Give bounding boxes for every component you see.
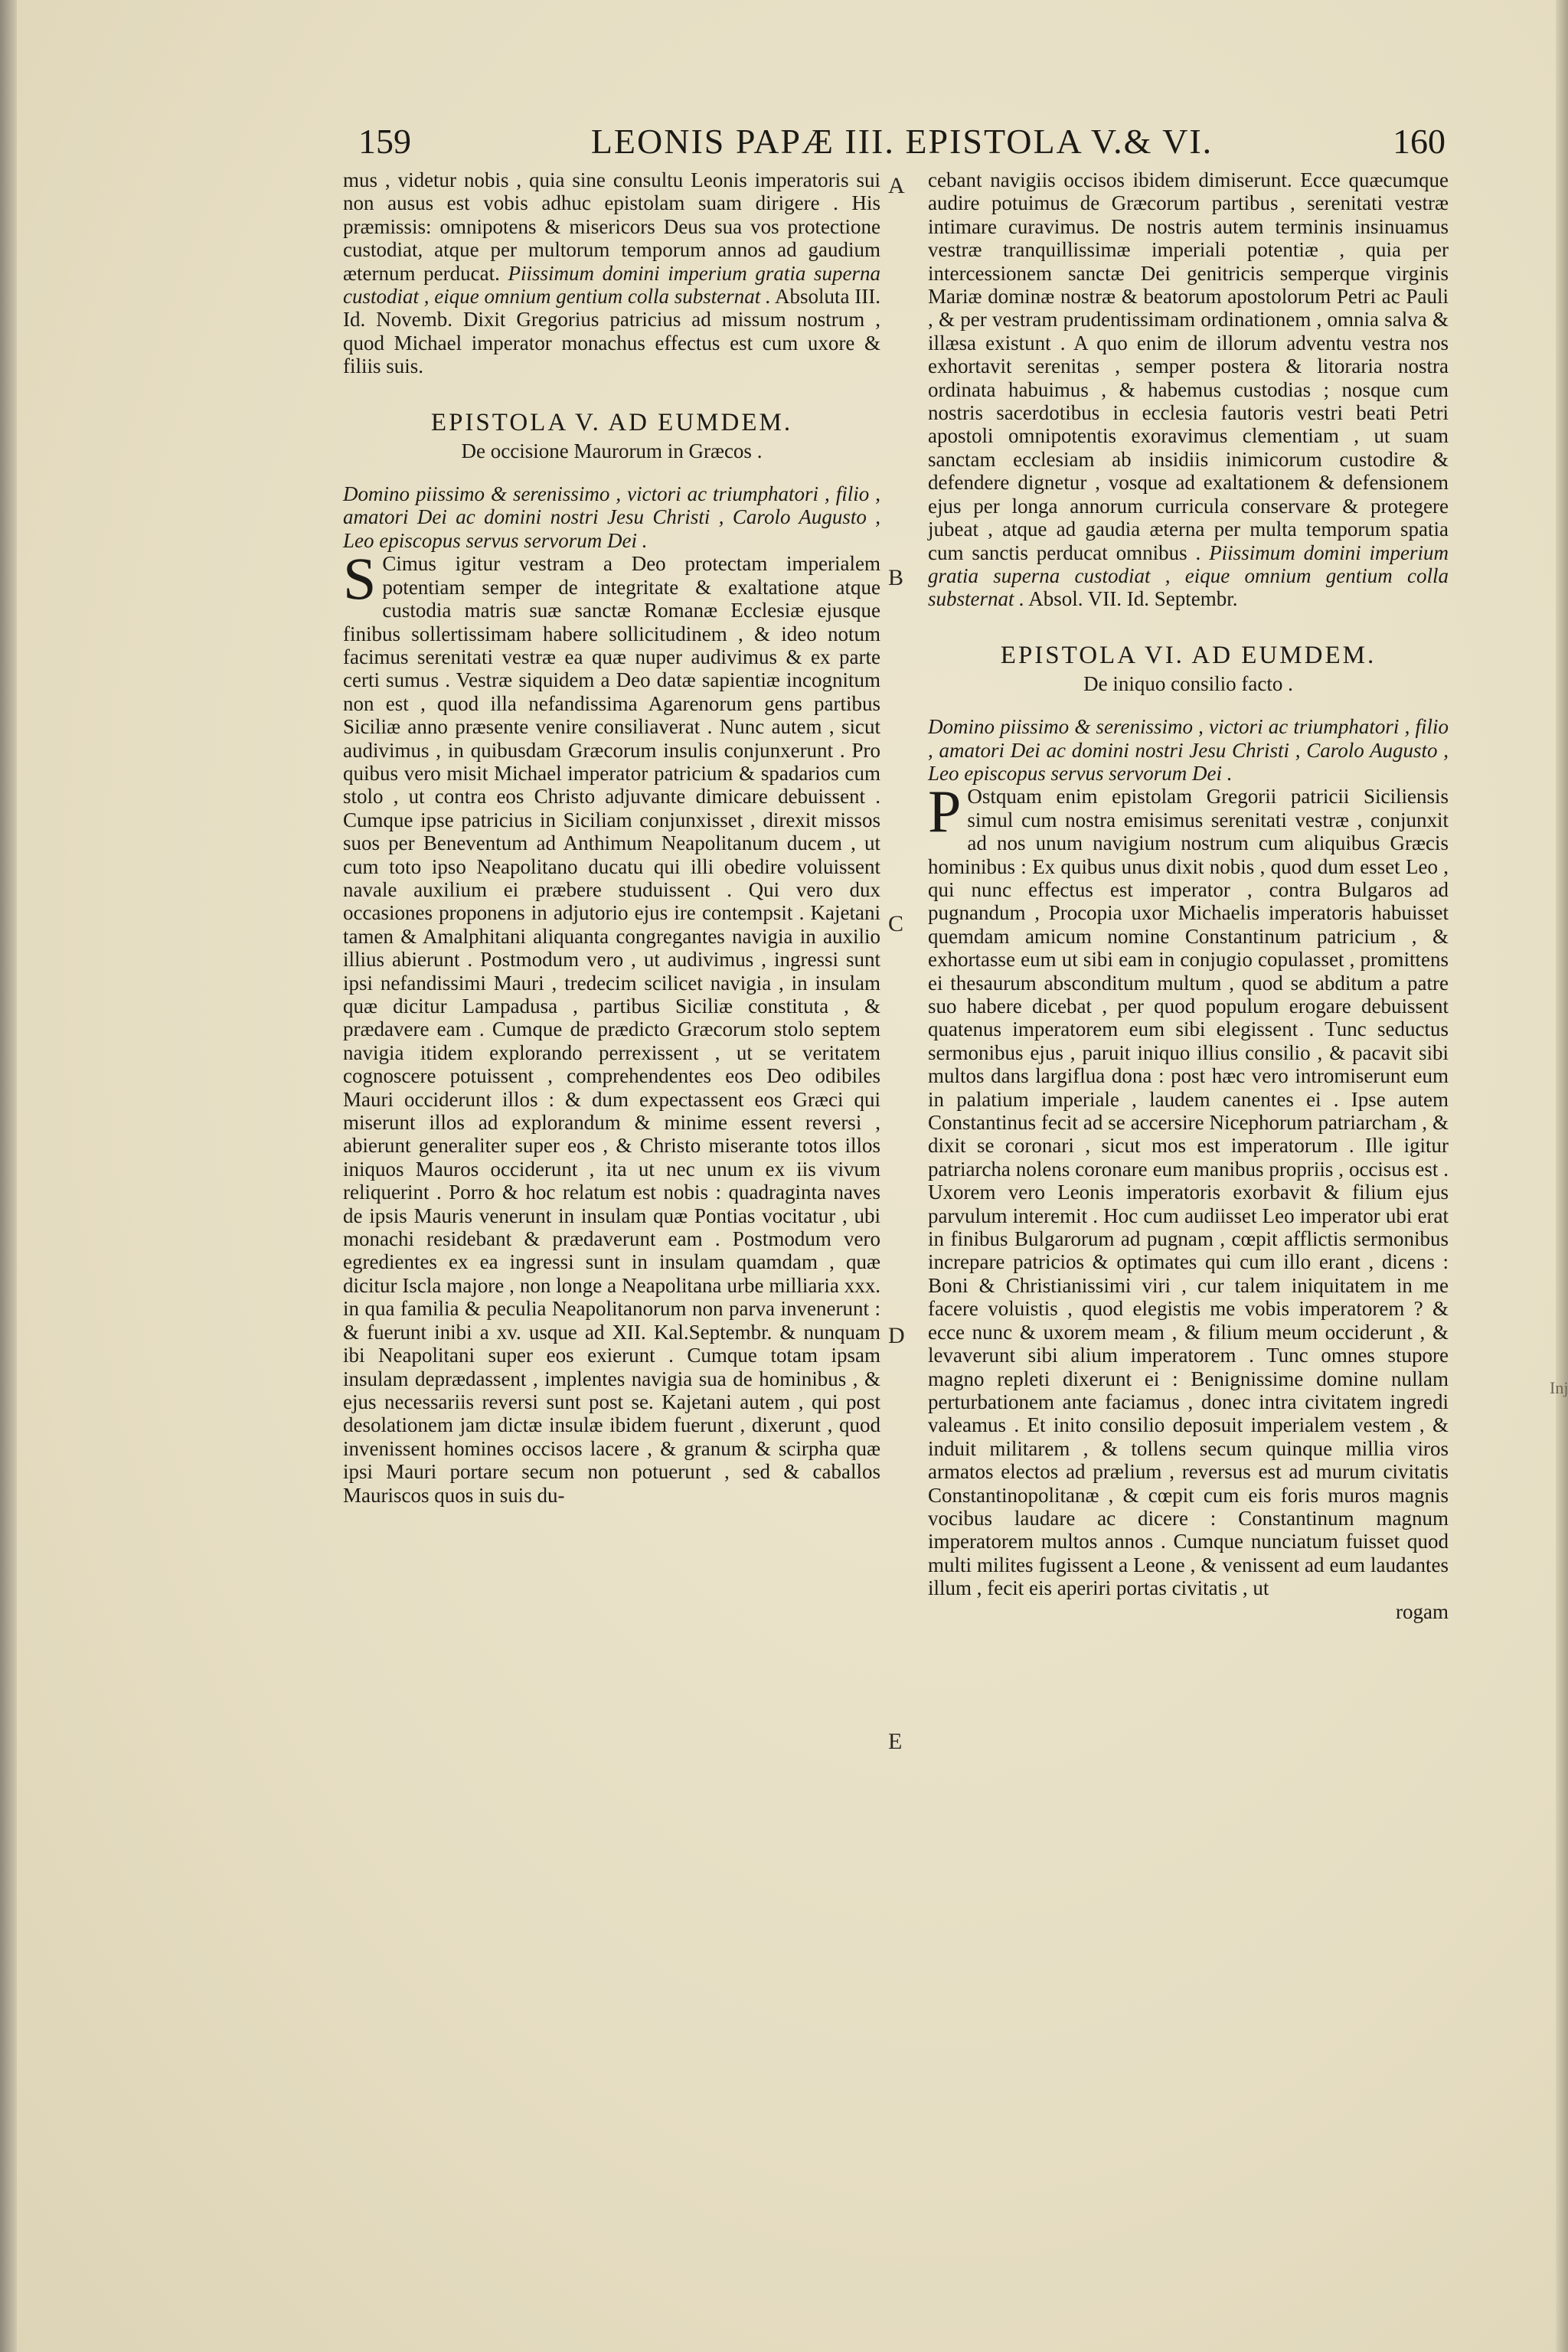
left-intro: [343, 168, 880, 378]
catchword-line: [928, 1600, 1449, 1623]
right-continuation-italic: Piissimum domini imperium gratia superna custodiat , eique omnium gentium colla substernat .: [928, 541, 1449, 611]
right-continuation-text: cebant navigiis occisos ibidem dimiserunt. Ecce quæcumque audire potuimus de Græcorum partibus , serenitati vestræ intimare curavimus. De nostris autem terminis insinuamus vestræ tranquillissimæ imperiali potentiæ , quia per intercessionem sanctæ Dei genitricis semperque virginis Mariæ dominæ nostræ & beatorum apostolorum Petri ac Pauli , & per vestram prudentissimam ordinationem , omnia salva & illæsa existunt . A quo enim de illorum adventu vestra nos exhortavit serenitas , semper postera & litoraria nostra ordinata habuimus , & habemus custodias ; nosque cum nostris sacerdotibus in ecclesia fautoris vestri beati Petri apostoli omnipotentis exoravimus clementiam , ut suam sanctam ecclesiam ab insidiis inimicorum custodire & defendere dignetur , vosque ad exaltationem & defensionem ejus per longa annorum curricula conservare & protegere jubeat , atque ad gaudia æterna per multa temporum spatia cum sanctis perducat omnibus .: [928, 168, 1449, 564]
page-number-right: 160: [1393, 122, 1446, 161]
running-header: [358, 121, 1446, 167]
page-number-left: 159: [358, 122, 411, 161]
left-intro-text: mus , videtur nobis , quia sine consultu Leonis imperatoris sui non ausus est vobis adhuc epistolam suam dirigere . His præmissis: omnipotens & misericors Deus sua vos protectione custodiat, atque per multorum temporum annos ad gaudium æternum perducat.: [343, 168, 880, 285]
epistola-v-address: Domino piissimo & serenissimo , victori ac triumphatori , filio , amatori Dei ac domini nostri Jesu Christi , Carolo Augusto , Leo episcopus servus servorum Dei .: [343, 482, 880, 552]
epistola-v-subheading: De occisione Maurorum in Græcos .: [461, 439, 763, 462]
margin-marker-c: C: [888, 911, 904, 936]
margin-marker-e: E: [888, 1729, 903, 1754]
left-column: [343, 168, 880, 1507]
running-title: LEONIS PAPÆ III. EPISTOLA V.& VI.: [590, 122, 1214, 161]
margin-marker-b: B: [888, 565, 904, 590]
epistola-vi-heading: EPISTOLA VI. AD EUMDEM.: [1000, 641, 1377, 669]
margin-marker-a: A: [888, 173, 905, 198]
epistola-vi-body: [928, 778, 1449, 1600]
margin-bleed-through: Inj: [1550, 1378, 1568, 1397]
epistola-vi-subheading: De iniquo consilio facto .: [1083, 671, 1293, 695]
left-intro-tail: Absoluta III. Id. Novemb. Dixit Gregorius patricius ad missum nostrum , quod Michael imperator monachus effectus est cum uxore & filiis suis.: [343, 285, 881, 378]
epistola-v-dropcap: S: [343, 545, 377, 612]
right-continuation: [928, 168, 1449, 611]
epistola-v-body: [343, 545, 880, 1507]
margin-marker-d: D: [888, 1323, 905, 1348]
epistola-v-heading: EPISTOLA V. AD EUMDEM.: [430, 408, 793, 436]
left-intro-italic: Piissimum domini imperium gratia superna custodiat , eique omnium gentium colla substernat .: [343, 261, 881, 309]
catchword: rogam: [1396, 1599, 1449, 1623]
epistola-vi-body-text: Ostquam enim epistolam Gregorii patricii Siciliensis simul cum nostra emisimus serenitati vestræ , conjunxit ad nos unum navigium nostrum cum aliquibus Græcis hominibus : Ex quibus unus dixit nobis , quod dum esset Leo , qui nunc effectus est imperator , contra Bulgaros ad pugnandum , Procopia uxor Michaelis imperatoris habuisset quemdam amicum nomine Constantinum patricium , & exhortasse eum ut sibi eam in conjugio copulasset , promittens ei thesaurum absconditum multum , quod se abditum a patre suo habere dicebat , per quod populum erogare debuissent quatenus imperatorem eum sibi elegissent . Tunc seductus sermonibus ejus , paruit iniquo illius consilio , & pacavit sibi multos dans largiflua dona : post hæc vero intromiserunt eum in palatium imperiale , laudem canentes ei . Ipse autem Constantinus fecit ad se accersire Nicephorum patriarcham , & dixit se coronari , sicut mos est imperatorum . Ille igitur patriarcha nolens coronare eum manibus propriis , occisus est . Uxorem vero Leonis imperatoris exorbavit & filium ejus parvulum interemit . Hoc cum audiisset Leo imperator ubi erat in finibus Bulgarorum ad pugnam , cœpit afflictis sermonibus increpare patricios & optimates qui cum illo erant , dicens : Boni & Christianissimi viri , cur talem iniquitatem in me facere voluistis , quod elegistis me vobis imperatorem ? & ecce nunc & uxorem meam , & filium meum occiderunt , & levaverunt sibi alium imperatorem . Tunc omnes stupore magno repleti dixerunt ei : Benignissime domine nullam perturbationem ante faciamus , donec intra civitatem ingredi valeamus . Et inito consilio deposuit imperialem vestem , & induit militarem , & tollens secum quinque millia viros armatos electos ad prælium , reversus est ad murum civitatis Constantinopolitanæ , & cœpit cum eis foris muros magnis vocibus laudare ac dicere : Constantinum magnum imperatorem multos annos . Cumque nunciatum fuisset quod multi milites fugissent a Leone , & venissent ad eum laudantes illum , fecit eis aperiri portas civitatis , ut: [928, 785, 1449, 1600]
page-edge: [1556, 0, 1568, 2352]
right-continuation-tail: Absol. VII. Id. Septembr.: [1028, 587, 1238, 611]
epistola-vi-dropcap: P: [928, 778, 962, 845]
gutter-shadow: [0, 0, 17, 2352]
epistola-v-body-text: Cimus igitur vestram a Deo protectam imperialem potentiam semper de integritate & exaltatione atque custodia matris suæ sanctæ Romanæ Ecclesiæ ejusque finibus sollertissimam habere sollicitudinem , & ideo notum facimus serenitati vestræ ea quæ nuper audivimus & ex parte certi sumus . Vestræ siquidem a Deo datæ sapientiæ incognitum non est , quod illa nefandissima Agarenorum gens partibus Siciliæ anno præsente venire consiliaverat . Nunc autem , sicut audivimus , in quibusdam Græcorum insulis conjunxerunt . Pro quibus vero misit Michael imperator patricium & spadarios cum stolo , ut contra eos Christo adjuvante dimicare debuissent . Cumque ipse patricius in Siciliam conjunxisset , direxit missos suos per Beneventum ad Anthimum Neapolitanum ducem , ut cum toto ipso Neapolitano ducatu qui illi obedire voluissent navale auxilium ei præbere studuissent . Qui vero dux occasiones proponens in adjutorio ejus ire contempsit . Kajetani tamen & Amalphitani aliquanta congregantes navigia in auxilio illius abierunt . Postmodum vero , ut audivimus , ingressi sunt ipsi nefandissimi Mauri , tredecim scilicet navigia , in insulam quæ dicitur Lampadusa , partibus Siciliæ constituta , & prædavere eam . Cumque de prædicto Græcorum stolo septem navigia itidem explorando perrexissent , ut se veritatem cognoscere potuissent , comprehendentes eos Deo odibiles Mauri occiderunt illos : & dum expectassent eos Græci qui miserunt illos ad explorandum & minime essent reversi , abierunt generaliter super eos , & Christo miserante totos illos iniquos Mauros occiderunt , ita ut nec unum ex iis vivum reliquerint . Porro & hoc relatum est nobis : quadraginta naves de ipsis Mauris venerunt in insulam quæ Pontias vocitatur , ubi monachi residebant & prædaverunt eam . Postmodum vero egredientes ex ea ingressi sunt in insulam quamdam , quæ dicitur Iscla majore , non longe a Neapolitana urbe milliaria xxx. in qua familia & peculia Neapolitanorum non parva invenerunt : & fuerunt inibi a xv. usque ad XII. Kal.Septembr. & nunquam ibi Neapolitani super eos exierunt . Cumque totam ipsam insulam deprædassent , implentes navigia sua de hominibus , & ejus necessariis reversi sunt post se. Kajetani autem , qui post desolationem jam dictæ insulæ ibidem fuerunt , dixerunt , quod invenissent homines occisos lacere , & granum & scirpha quæ ipsi Mauri portare secum non potuerunt , sed & caballos Mauriscos quos in suis du-: [343, 552, 880, 1507]
epistola-vi-address: Domino piissimo & serenissimo , victori ac triumphatori , filio , amatori Dei ac domini nostri Jesu Christi , Carolo Augusto , Leo episcopus servus servorum Dei .: [928, 715, 1449, 785]
right-column: [928, 168, 1449, 1623]
